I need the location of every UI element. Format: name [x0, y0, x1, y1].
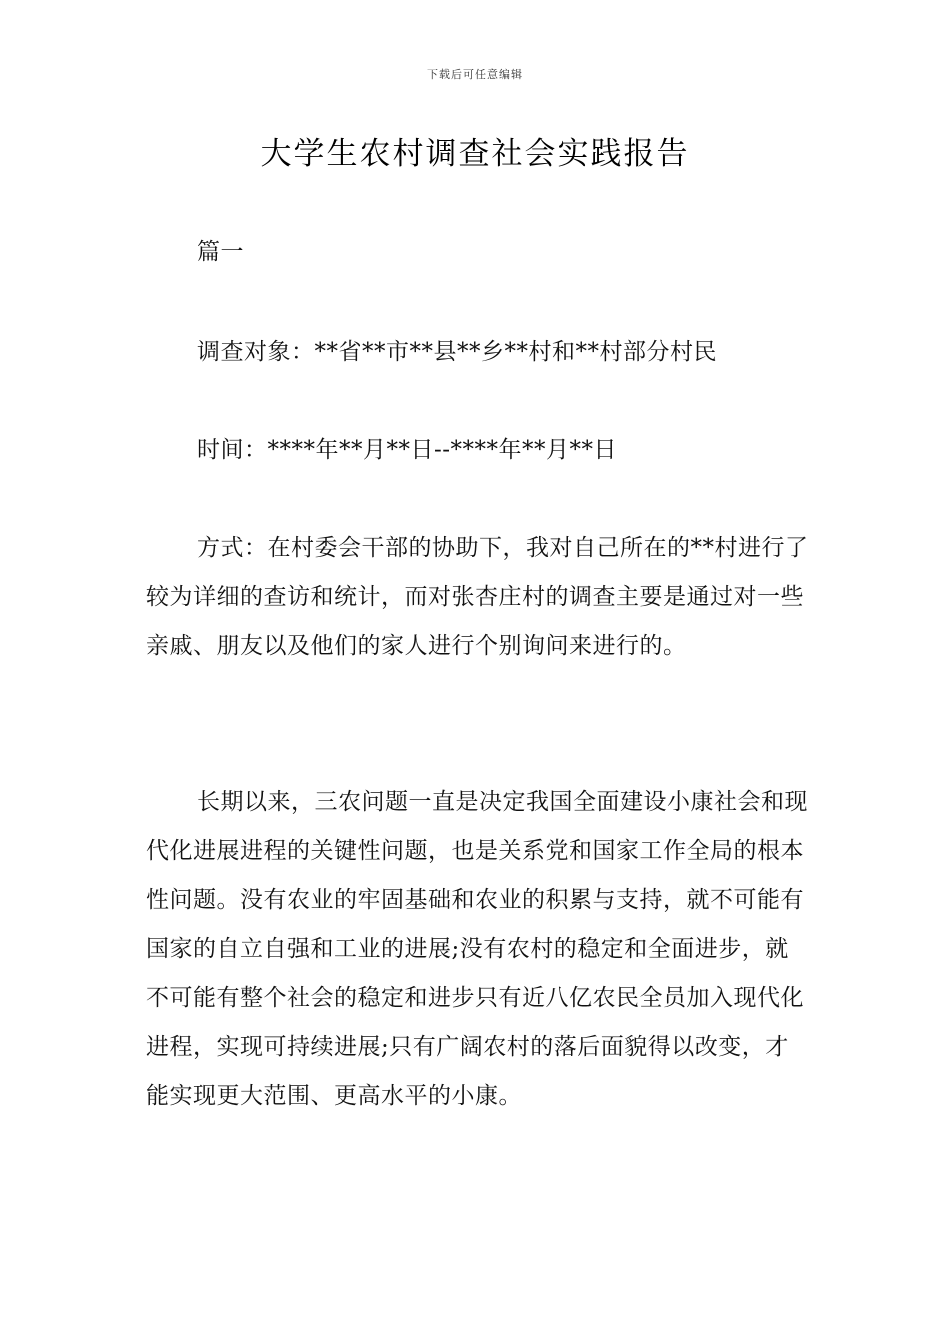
intro-paragraph: 长期以来，三农问题一直是决定我国全面建设小康社会和现代化进展进程的关键性问题，也是关系党和国家工作全局的根本性问题。没有农业的牢固基础和农业的积累与支持，就不可能有国家的自立自强和工业的进展;没有农村的稳定和全面进步，就不可能有整个社会的稳定和进步只有近八亿农民全员加入现代化进程，实现可持续进展;只有广阔农村的落后面貌得以改变，才能实现更大范围、更高水平的小康。 — [146, 789, 808, 1109]
header-note: 下载后可任意编辑 — [427, 68, 523, 81]
section-label: 篇一 — [197, 239, 244, 265]
survey-time-line: 时间：****年**月**日--****年**月**日 — [197, 437, 618, 463]
document-title: 大学生农村调查社会实践报告 — [260, 136, 690, 172]
method-paragraph: 方式：在村委会干部的协助下，我对自己所在的**村进行了较为详细的查访和统计，而对张杏庄村的调查主要是通过对一些亲戚、朋友以及他们的家人进行个别询问来进行的。 — [146, 535, 809, 659]
survey-subject-line: 调查对象：**省**市**县**乡**村和**村部分村民 — [197, 339, 717, 365]
